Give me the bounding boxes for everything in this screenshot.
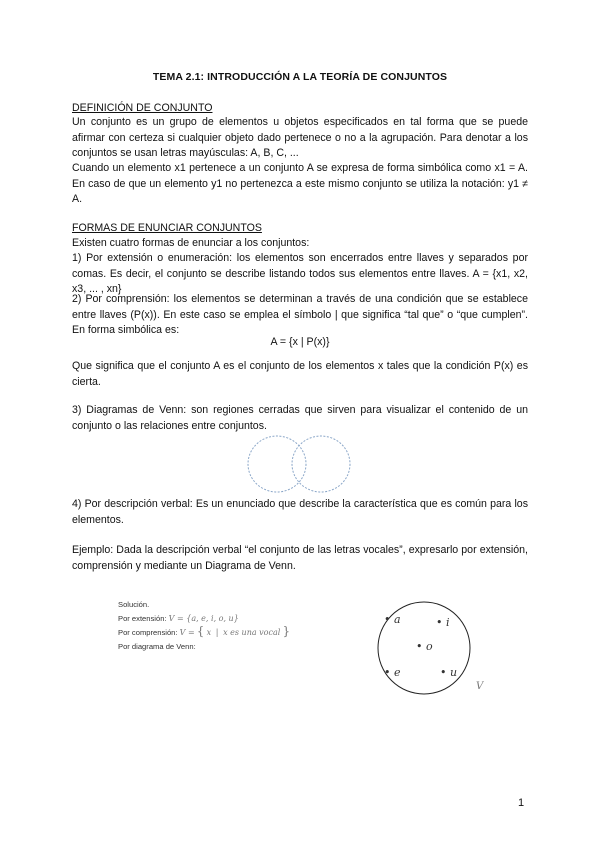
solution-comprension-x: x xyxy=(206,628,212,637)
venn-diagram-two-sets xyxy=(244,433,356,495)
paragraph-formas-item2: 2) Por comprensión: los elementos se determinan a través de una condición que se establece entre llaves (P(x)). En este caso se emplea el símbolo | que significa “tal que” o “que cumplen”. En forma simbólica es: xyxy=(72,293,528,337)
solution-comprension-label: Por comprensión: xyxy=(118,628,178,637)
solution-label: Solución. xyxy=(118,600,150,609)
bar-icon: | xyxy=(213,628,221,637)
solution-block xyxy=(118,598,308,653)
document-title: TEMA 2.1: INTRODUCCIÓN A LA TEORÍA DE CONJUNTOS xyxy=(152,71,448,83)
venn-diagram-vocales xyxy=(370,598,500,698)
paragraph-formas-item4: 4) Por descripción verbal: Es un enunciado que describe la característica que es común para los elementos. xyxy=(72,498,528,526)
solution-comprension-v: V = xyxy=(179,628,195,637)
paragraph-formas-item3: 3) Diagramas de Venn: son regiones cerradas que sirven para visualizar el contenido de un conjunto o las relaciones entre conjuntos. xyxy=(72,404,528,432)
venn-element-a: • a xyxy=(384,613,401,626)
solution-comprension-cond: x es una vocal xyxy=(223,628,281,637)
paragraph-formas-item2-after: Que significa que el conjunto A es el conjunto de los elementos x tales que la condición P(x) es cierta. xyxy=(72,360,528,388)
venn-element-e: • e xyxy=(384,666,401,679)
solution-extension-math: V = {a, e, i, o, u} xyxy=(168,613,239,623)
venn-element-i: • i xyxy=(436,616,450,629)
solution-extension-row xyxy=(118,612,308,626)
section-heading-formas xyxy=(72,221,528,237)
venn-set-label: V xyxy=(476,681,484,692)
solution-venn-label: Por diagrama de Venn: xyxy=(118,641,196,651)
paragraph-formas-item1: 1) Por extensión o enumeración: los elementos son encerrados entre llaves y separados por comas. Es decir, el conjunto se describe listando todos sus elementos entre llaves. A = {x1, x2, x3, ... , xn} xyxy=(72,252,528,296)
solution-comprension-row xyxy=(118,625,308,640)
solution-extension-label: Por extensión: xyxy=(118,613,167,623)
paragraph-ejemplo: Ejemplo: Dada la descripción verbal “el conjunto de las letras vocales”, expresarlo por extensión, comprensión y mediante un Diagrama de Venn. xyxy=(72,544,528,572)
venn-element-u: • u xyxy=(440,666,458,679)
page-number: 1 xyxy=(518,797,525,809)
heading-definicion: DEFINICIÓN DE CONJUNTO xyxy=(72,102,213,114)
brace-close-icon: } xyxy=(282,624,291,638)
venn-element-o: • o xyxy=(416,640,433,653)
paragraph-definicion-2: Cuando un elemento x1 pertenece a un conjunto A se expresa de forma simbólica como x1 = A. En caso de que un elemento y1 no pertenezca a este mismo conjunto se utiliza la notación: y1 ≠ A. xyxy=(72,162,528,206)
paragraph-definicion-1: Un conjunto es un grupo de elementos u objetos especificados en tal forma que se puede afirmar con certeza si cualquier objeto dado pertenece o no a la agrupación. Para denotar a los conjuntos se usan letras mayúsculas: A, B, C, ... xyxy=(72,116,528,160)
paragraph-formas-intro: Existen cuatro formas de enunciar a los conjuntos: xyxy=(72,237,310,249)
brace-open-icon: { xyxy=(196,624,205,638)
venn-circle-left xyxy=(248,436,306,492)
venn-circle-right xyxy=(292,436,350,492)
heading-formas: FORMAS DE ENUNCIAR CONJUNTOS xyxy=(72,222,262,234)
formula-comprension: A = {x | P(x)} xyxy=(270,336,330,348)
